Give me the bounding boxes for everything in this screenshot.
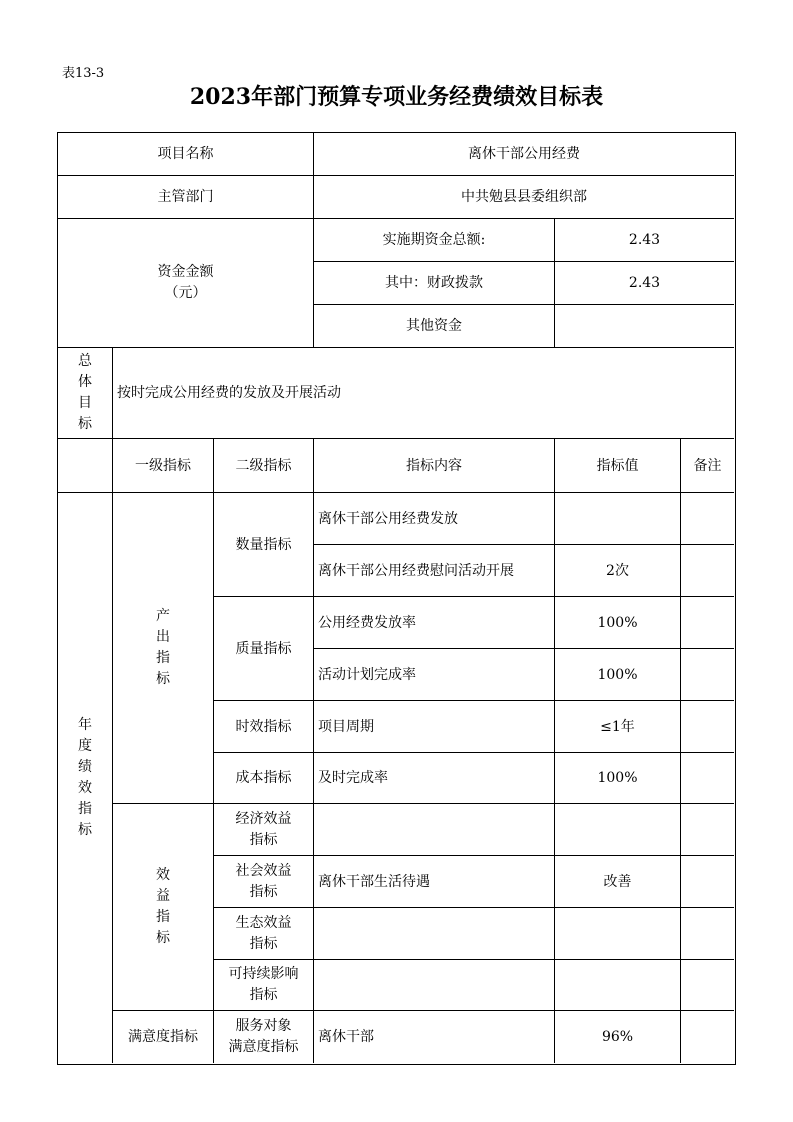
funds-label-line1: 资金金额 <box>157 264 214 280</box>
cost-content: 及时完成率 <box>314 753 555 804</box>
output-char: 指 <box>156 650 170 666</box>
sustainable-impact-value <box>555 960 681 1011</box>
economic-benefit-label <box>214 804 314 856</box>
cost-value: 100% <box>555 753 681 804</box>
quantity-remark-2 <box>681 545 734 597</box>
total-funds-label: 实施期资金总额: <box>314 219 555 262</box>
economic-benefit-content <box>314 804 555 856</box>
fiscal-funds-value: 2.43 <box>555 262 734 305</box>
output-char: 出 <box>156 629 170 645</box>
output-char: 产 <box>156 608 170 624</box>
quality-indicator-label: 质量指标 <box>214 597 314 701</box>
social-benefit-remark <box>681 856 734 908</box>
sustainable-impact-line2: 指标 <box>249 987 278 1003</box>
sustainable-impact-remark <box>681 960 734 1011</box>
cost-indicator-label: 成本指标 <box>214 753 314 804</box>
annual-indicators-label <box>58 493 113 1063</box>
economic-benefit-value <box>555 804 681 856</box>
quantity-value-2: 2次 <box>555 545 681 597</box>
social-benefit-label <box>214 856 314 908</box>
economic-benefit-line1: 经济效益 <box>235 810 292 827</box>
quality-value-1: 100% <box>555 597 681 649</box>
quality-content-2: 活动计划完成率 <box>314 649 555 701</box>
sustainable-impact-content <box>314 960 555 1011</box>
total-funds-value: 2.43 <box>555 219 734 262</box>
time-value: ≤1年 <box>555 701 681 753</box>
header-value: 指标值 <box>555 439 681 493</box>
overall-goal-text: 按时完成公用经费的发放及开展活动 <box>113 348 734 439</box>
project-name-label: 项目名称 <box>58 133 314 176</box>
quantity-remark-1 <box>681 493 734 545</box>
output-indicators-label <box>113 493 214 804</box>
service-satisfaction-remark <box>681 1011 734 1063</box>
ecological-benefit-line2: 指标 <box>249 935 278 952</box>
benefit-char: 标 <box>156 930 170 946</box>
quality-remark-1 <box>681 597 734 649</box>
quality-content-1: 公用经费发放率 <box>314 597 555 649</box>
service-satisfaction-line2: 满意度指标 <box>228 1039 299 1055</box>
ecological-benefit-label <box>214 908 314 960</box>
funds-label <box>58 219 314 348</box>
table-number: 表13-3 <box>62 66 105 81</box>
dept-label: 主管部门 <box>58 176 314 219</box>
project-name-value: 离休干部公用经费 <box>314 133 734 176</box>
satisfaction-indicators-label: 满意度指标 <box>113 1011 214 1063</box>
page-title: 2023年部门预算专项业务经费绩效目标表 <box>189 84 604 110</box>
other-funds-value <box>555 305 734 348</box>
social-benefit-line1: 社会效益 <box>235 862 292 879</box>
annual-char: 绩 <box>78 759 92 775</box>
ecological-benefit-line1: 生态效益 <box>235 914 292 931</box>
quality-remark-2 <box>681 649 734 701</box>
quantity-value-1 <box>555 493 681 545</box>
service-satisfaction-value: 96% <box>555 1011 681 1063</box>
service-satisfaction-line1: 服务对象 <box>235 1018 292 1034</box>
annual-char: 年 <box>78 717 92 733</box>
time-remark <box>681 701 734 753</box>
funds-label-line2: （元） <box>164 285 207 301</box>
annual-char: 指 <box>78 801 92 817</box>
service-satisfaction-label <box>214 1011 314 1063</box>
header-content: 指标内容 <box>314 439 555 493</box>
fiscal-funds-label: 其中：财政拨款 <box>314 262 555 305</box>
service-satisfaction-content: 离休干部 <box>314 1011 555 1063</box>
other-funds-label: 其他资金 <box>314 305 555 348</box>
annual-char: 标 <box>78 822 92 838</box>
social-benefit-line2: 指标 <box>249 883 278 900</box>
cost-remark <box>681 753 734 804</box>
benefit-char: 益 <box>156 888 170 904</box>
annual-char: 效 <box>78 780 92 796</box>
header-remark: 备注 <box>681 439 734 493</box>
header-level2: 二级指标 <box>214 439 314 493</box>
output-char: 标 <box>156 671 170 687</box>
overall-goal-label <box>58 348 113 439</box>
social-benefit-content: 离休干部生活待遇 <box>314 856 555 908</box>
time-indicator-label: 时效指标 <box>214 701 314 753</box>
social-benefit-value: 改善 <box>555 856 681 908</box>
benefit-indicators-label <box>113 804 214 1011</box>
economic-benefit-line2: 指标 <box>249 831 278 848</box>
benefit-char: 效 <box>156 867 170 883</box>
sustainable-impact-line1: 可持续影响 <box>228 966 299 982</box>
performance-table <box>57 132 736 1065</box>
ecological-benefit-remark <box>681 908 734 960</box>
dept-value: 中共勉县县委组织部 <box>314 176 734 219</box>
quantity-content-1: 离休干部公用经费发放 <box>314 493 555 545</box>
time-content: 项目周期 <box>314 701 555 753</box>
quantity-indicator-label: 数量指标 <box>214 493 314 597</box>
annual-char: 度 <box>78 738 92 754</box>
overall-goal-char: 目 <box>78 395 92 411</box>
quality-value-2: 100% <box>555 649 681 701</box>
ecological-benefit-content <box>314 908 555 960</box>
overall-goal-char: 体 <box>78 374 92 390</box>
quantity-content-2: 离休干部公用经费慰问活动开展 <box>314 545 555 597</box>
benefit-char: 指 <box>156 909 170 925</box>
ecological-benefit-value <box>555 908 681 960</box>
overall-goal-char: 总 <box>78 353 92 369</box>
overall-goal-char: 标 <box>78 416 92 432</box>
economic-benefit-remark <box>681 804 734 856</box>
sustainable-impact-label <box>214 960 314 1011</box>
header-blank <box>58 439 113 493</box>
header-level1: 一级指标 <box>113 439 214 493</box>
